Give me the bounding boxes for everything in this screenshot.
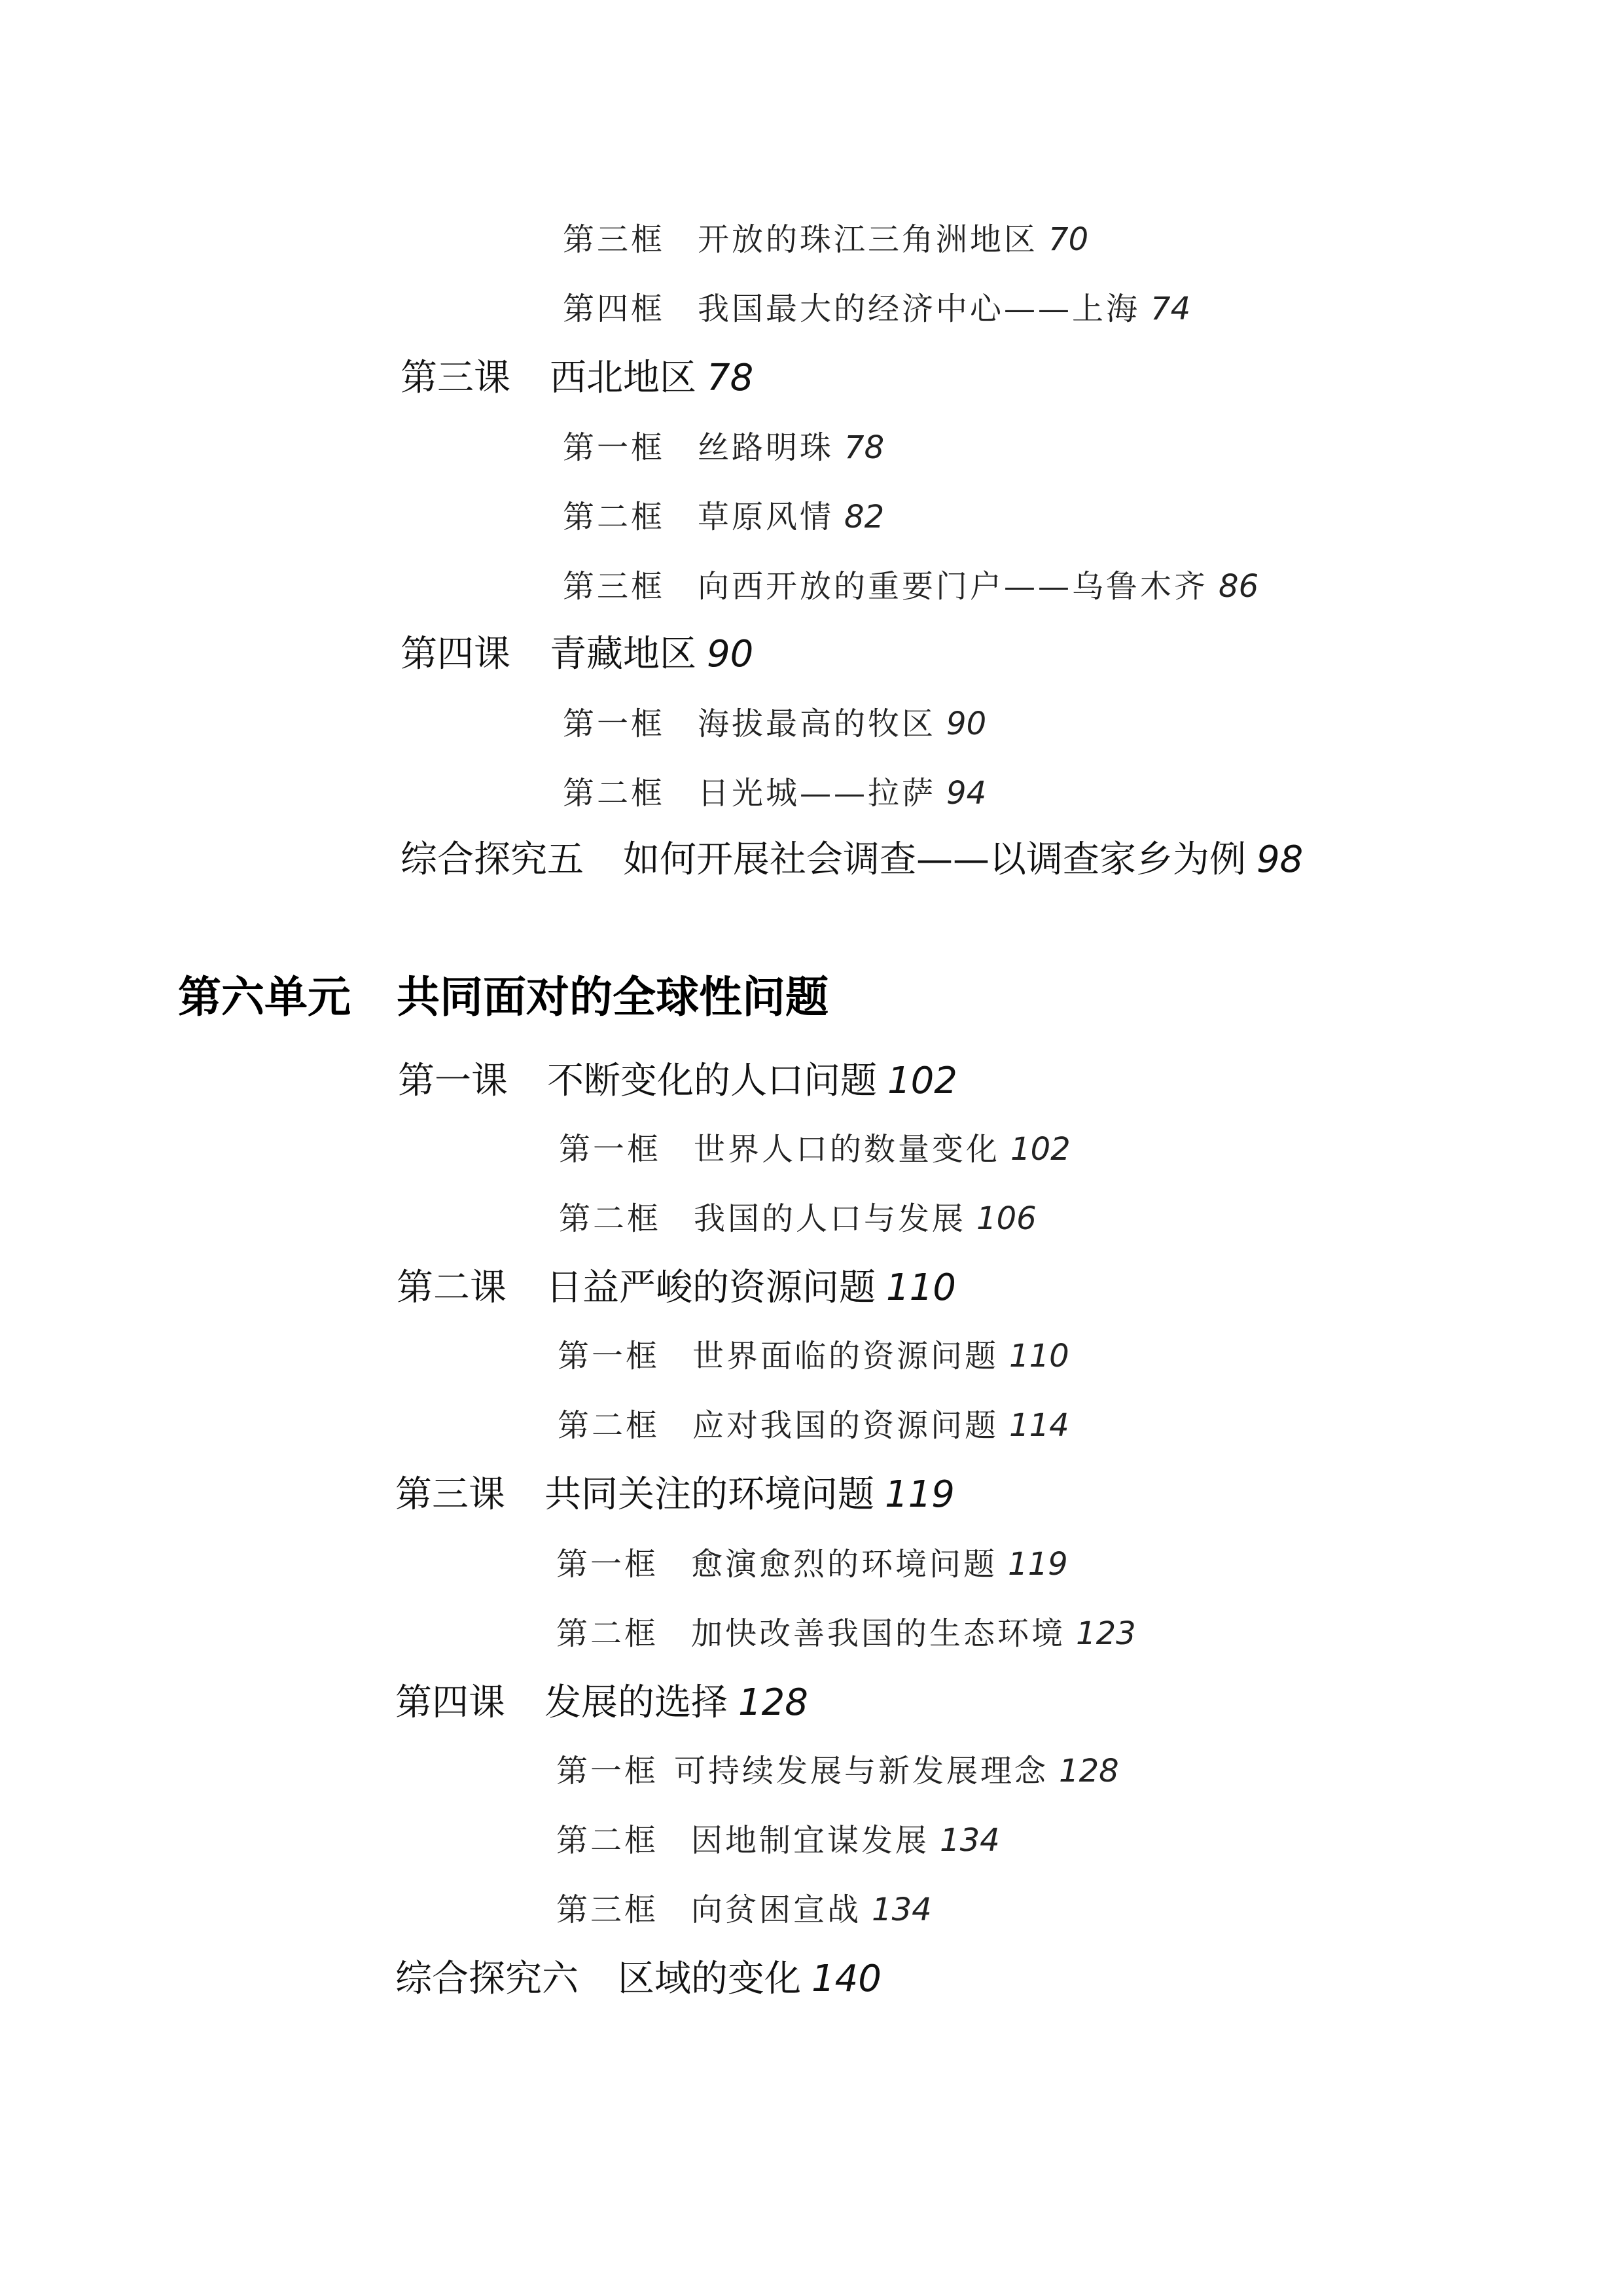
toc-frame-entry[interactable] — [556, 1615, 1136, 1652]
page-number: 78 — [707, 357, 754, 399]
frame-title: 愈演愈烈的环境问题 — [691, 1546, 998, 1583]
lesson-label: 第三课 — [395, 1473, 505, 1516]
lesson-title: 不断变化的人口问题 — [547, 1060, 877, 1102]
page-number: 82 — [844, 499, 885, 535]
page-number: 94 — [946, 775, 987, 812]
toc-explore-entry[interactable] — [395, 1958, 882, 2000]
frame-title: 世界人口的数量变化 — [694, 1131, 1001, 1168]
explore-label: 综合探究六 — [395, 1958, 579, 2000]
lesson-label: 第三课 — [401, 357, 510, 399]
frame-title: 我国的人口与发展 — [694, 1200, 967, 1237]
frame-label: 第一框 — [563, 706, 666, 742]
toc-frame-entry[interactable] — [556, 1822, 1000, 1859]
lesson-label: 第四课 — [401, 633, 510, 675]
frame-label: 第一框 — [558, 1338, 660, 1374]
frame-label: 第三框 — [563, 568, 666, 605]
toc-lesson-entry[interactable] — [401, 633, 754, 675]
toc-lesson-entry[interactable] — [401, 357, 754, 399]
lesson-title: 日益严峻的资源问题 — [546, 1266, 876, 1309]
frame-label: 第一框 — [563, 429, 666, 466]
toc-frame-entry[interactable] — [556, 1546, 1068, 1583]
explore-title: 区域的变化 — [618, 1958, 801, 2000]
toc-frame-entry[interactable] — [559, 1131, 1071, 1168]
frame-title: 丝路明珠 — [698, 429, 834, 466]
page-number: 102 — [1010, 1131, 1071, 1168]
page-number: 134 — [872, 1892, 932, 1928]
toc-lesson-entry[interactable] — [395, 1473, 955, 1516]
toc-unit-heading[interactable] — [178, 971, 829, 1022]
frame-title: 加快改善我国的生态环境 — [691, 1615, 1066, 1652]
toc-frame-entry[interactable] — [556, 1894, 932, 1926]
toc-explore-entry[interactable] — [401, 838, 1304, 881]
frame-label: 第二框 — [556, 1822, 659, 1859]
toc-frame-entry[interactable] — [563, 429, 885, 466]
frame-label: 第一框 — [556, 1753, 659, 1789]
frame-label: 第二框 — [559, 1200, 662, 1237]
page-number: 106 — [976, 1200, 1037, 1237]
toc-frame-entry[interactable] — [563, 708, 986, 740]
page-number: 140 — [812, 1958, 882, 2000]
lesson-label: 第一课 — [398, 1060, 508, 1102]
explore-label: 综合探究五 — [401, 838, 584, 881]
frame-label: 第一框 — [559, 1131, 662, 1168]
frame-label: 第四框 — [563, 291, 666, 327]
lesson-label: 第二课 — [397, 1266, 507, 1309]
toc-lesson-entry[interactable] — [397, 1266, 956, 1309]
page-number: 119 — [1008, 1546, 1068, 1583]
frame-title: 应对我国的资源问题 — [692, 1407, 999, 1444]
frame-label: 第二框 — [563, 499, 666, 535]
frame-title: 我国最大的经济中心——上海 — [698, 291, 1141, 327]
toc-frame-entry[interactable] — [563, 568, 1259, 605]
toc-frame-entry[interactable] — [558, 1340, 1069, 1372]
frame-label: 第二框 — [558, 1407, 660, 1444]
frame-title: 海拔最高的牧区 — [698, 706, 936, 742]
page-number: 110 — [886, 1266, 956, 1309]
toc-frame-entry[interactable] — [559, 1200, 1037, 1237]
page-number: 110 — [1009, 1338, 1069, 1374]
page-number: 98 — [1257, 838, 1304, 881]
frame-title: 世界面临的资源问题 — [692, 1338, 999, 1374]
lesson-label: 第四课 — [395, 1681, 505, 1724]
page-number: 74 — [1150, 291, 1191, 327]
page-number: 123 — [1076, 1615, 1136, 1652]
frame-label: 第一框 — [556, 1546, 659, 1583]
page-number: 86 — [1219, 568, 1259, 605]
lesson-title: 发展的选择 — [544, 1681, 728, 1724]
frame-title: 日光城——拉萨 — [698, 775, 936, 812]
unit-label: 第六单元 — [178, 971, 351, 1022]
lesson-title: 青藏地区 — [550, 633, 696, 675]
toc-frame-entry[interactable] — [563, 221, 1089, 258]
toc-frame-entry[interactable] — [563, 293, 1190, 325]
toc-lesson-entry[interactable] — [398, 1060, 957, 1102]
page-number: 70 — [1048, 221, 1089, 258]
toc-frame-entry[interactable] — [563, 501, 884, 533]
page-number: 90 — [707, 633, 754, 675]
toc-frame-entry[interactable] — [558, 1407, 1069, 1444]
frame-title: 向西开放的重要门户——乌鲁木齐 — [698, 568, 1209, 605]
page-number: 78 — [844, 429, 885, 466]
page-number: 114 — [1009, 1407, 1069, 1444]
frame-title: 草原风情 — [698, 499, 834, 535]
page-number: 134 — [940, 1822, 1000, 1859]
page-number: 119 — [885, 1473, 955, 1516]
lesson-title: 共同关注的环境问题 — [544, 1473, 874, 1516]
unit-title: 共同面对的全球性问题 — [397, 971, 829, 1022]
explore-title: 如何开展社会调查——以调查家乡为例 — [623, 838, 1246, 881]
toc-frame-entry[interactable] — [563, 775, 987, 812]
frame-title: 向贫困宣战 — [691, 1892, 862, 1928]
page-number: 90 — [946, 706, 987, 742]
frame-label: 第三框 — [563, 221, 666, 258]
frame-title: 可持续发展与新发展理念 — [674, 1753, 1049, 1789]
frame-title: 开放的珠江三角洲地区 — [698, 221, 1039, 258]
frame-title: 因地制宜谋发展 — [691, 1822, 930, 1859]
toc-frame-entry[interactable] — [556, 1755, 1119, 1787]
toc-lesson-entry[interactable] — [395, 1681, 808, 1724]
page-number: 102 — [887, 1060, 957, 1102]
lesson-title: 西北地区 — [550, 357, 696, 399]
page-number: 128 — [1059, 1753, 1119, 1789]
frame-label: 第三框 — [556, 1892, 659, 1928]
frame-label: 第二框 — [556, 1615, 659, 1652]
page-number: 128 — [738, 1681, 808, 1724]
frame-label: 第二框 — [563, 775, 666, 812]
